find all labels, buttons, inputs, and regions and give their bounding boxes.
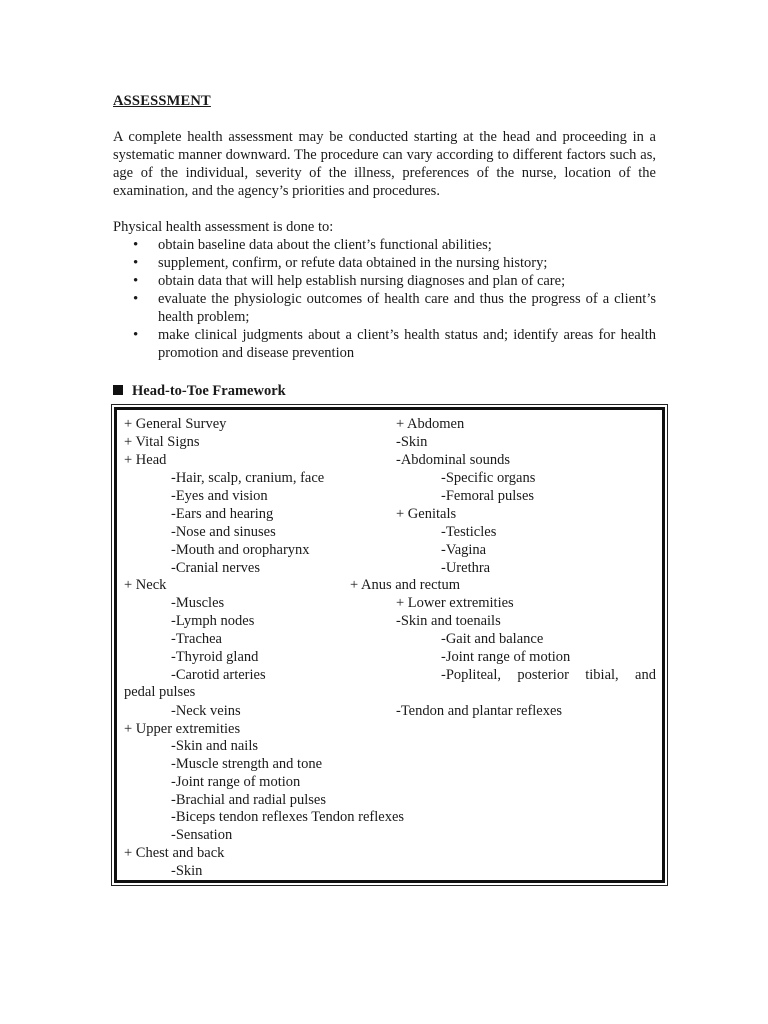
list-item: • make clinical judgments about a client’s health status and; identify areas for health promotion and disease prevention: [113, 326, 656, 362]
list-item: + Upper extremities: [124, 721, 241, 737]
list-item: -Hair, scalp, cranium, face: [171, 470, 325, 486]
list-item: + Head: [124, 452, 167, 468]
purpose-label: Physical health assessment is done to:: [113, 219, 334, 235]
list-item: pedal pulses: [124, 684, 196, 700]
square-bullet-icon: [113, 385, 123, 395]
list-item: -Urethra: [441, 560, 491, 576]
list-item: -Sensation: [171, 827, 233, 843]
intro-paragraph: A complete health assessment may be conducted starting at the head and proceeding in a systematic manner downward. The procedure can vary according to different factors such as, age of the individual, severity of the illness, preferences of the nurse, location of the examination, and the agency’s priorities and procedures.: [113, 129, 656, 199]
list-item: • evaluate the physiologic outcomes of health care and thus the progress of a client’s health problem;: [113, 290, 656, 326]
list-item: -Skin: [171, 863, 203, 879]
page-title: ASSESSMENT: [113, 93, 211, 109]
list-item: + Neck: [124, 577, 167, 593]
list-item: -Cranial nerves: [171, 560, 260, 576]
list-item: [441, 666, 656, 684]
list-item: -Thyroid gland: [171, 649, 259, 665]
list-item: • obtain baseline data about the client’s functional abilities;: [113, 236, 656, 254]
list-item: + Genitals: [396, 506, 457, 522]
list-item: -Gait and balance: [441, 631, 544, 647]
list-item: -Vagina: [441, 542, 487, 558]
list-item: -Joint range of motion: [441, 649, 571, 665]
framework-title-text: Head-to-Toe Framework: [132, 383, 286, 399]
list-item: -Femoral pulses: [441, 488, 535, 504]
list-item: -Skin: [396, 434, 428, 450]
list-item: + Abdomen: [396, 416, 465, 432]
purpose-list: [113, 236, 656, 362]
list-item: -Mouth and oropharynx: [171, 542, 310, 558]
list-item: -Biceps tendon reflexes Tendon reflexes: [171, 809, 405, 825]
list-item: -Muscle strength and tone: [171, 756, 323, 772]
list-item: + Anus and rectum: [350, 577, 461, 593]
list-item: -Tendon and plantar reflexes: [396, 703, 563, 719]
list-item: -Joint range of motion: [171, 774, 301, 790]
list-item: -Specific organs: [441, 470, 536, 486]
list-item: -Ears and hearing: [171, 506, 274, 522]
word: and: [635, 667, 656, 683]
list-item: -Eyes and vision: [171, 488, 268, 504]
list-item: -Trachea: [171, 631, 222, 647]
list-item: -Testicles: [441, 524, 497, 540]
list-item: -Brachial and radial pulses: [171, 792, 327, 808]
list-item: + General Survey: [124, 416, 227, 432]
list-item: -Carotid arteries: [171, 667, 266, 683]
list-item: -Neck veins: [171, 703, 241, 719]
list-item: -Skin and toenails: [396, 613, 501, 629]
list-item: -Skin and nails: [171, 738, 258, 754]
list-item: -Lymph nodes: [171, 613, 255, 629]
list-item: + Chest and back: [124, 845, 225, 861]
list-item: • supplement, confirm, or refute data obtained in the nursing history;: [113, 254, 656, 272]
word: posterior: [517, 667, 569, 683]
framework-title: [113, 383, 286, 400]
list-item: -Muscles: [171, 595, 225, 611]
list-item: -Abdominal sounds: [396, 452, 510, 468]
word: -Popliteal,: [441, 667, 502, 683]
word: tibial,: [585, 667, 619, 683]
list-item: + Lower extremities: [396, 595, 514, 611]
list-item: • obtain data that will help establish nursing diagnoses and plan of care;: [113, 272, 656, 290]
list-item: + Vital Signs: [124, 434, 200, 450]
list-item: -Nose and sinuses: [171, 524, 276, 540]
